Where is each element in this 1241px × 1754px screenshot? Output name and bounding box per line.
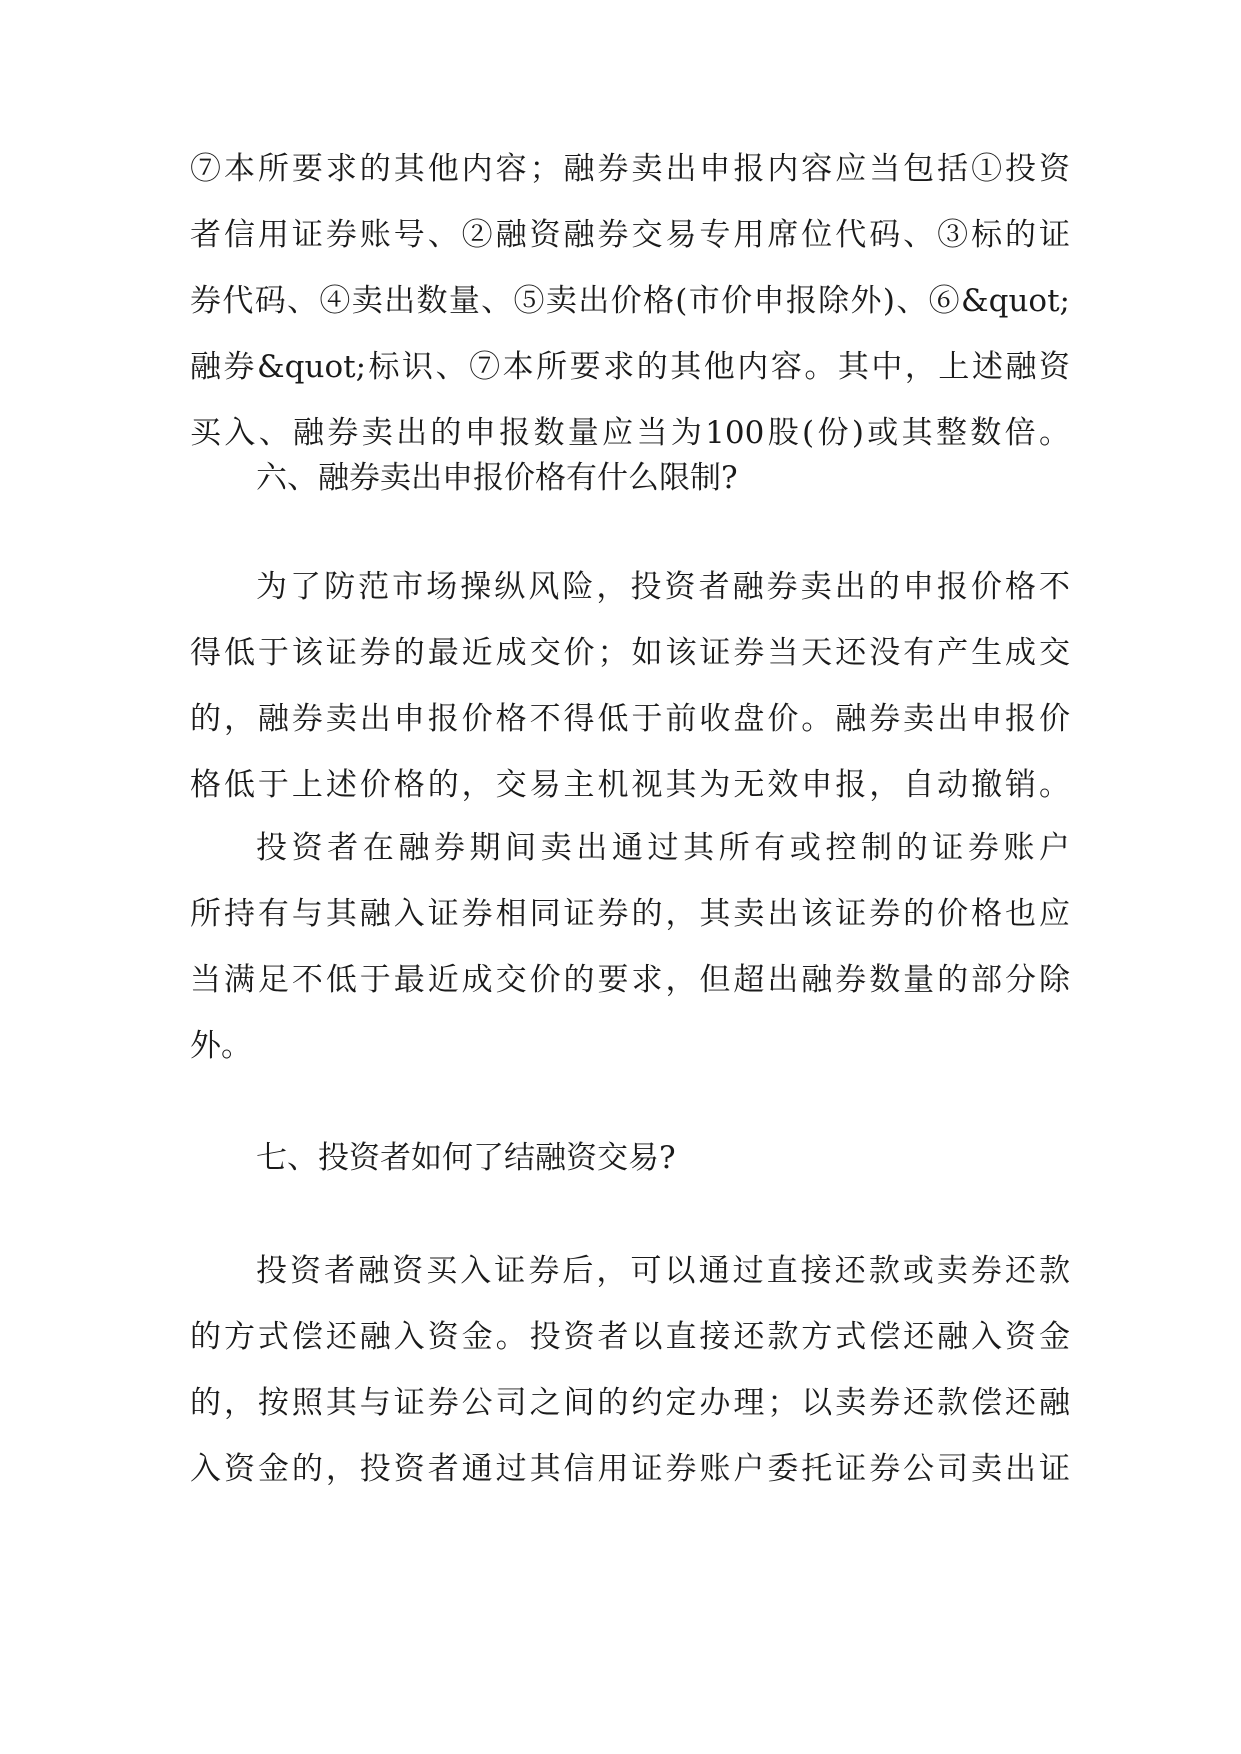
text-line: 投资者在融券期间卖出通过其所有或控制的证券账户 (256, 830, 1070, 866)
paragraph-price-limit (190, 554, 1070, 818)
heading-text: 七、投资者如何了结融资交易? (256, 1140, 676, 1176)
text-line: 投资者融资买入证券后，可以通过直接还款或卖券还款 (256, 1253, 1070, 1289)
text-line: 的，按照其与证券公司之间的约定办理；以卖券还款偿还融 (190, 1385, 1070, 1421)
text-line: 格低于上述价格的，交易主机视其为无效申报，自动撤销。 (190, 767, 1070, 803)
paragraph-own-account (190, 815, 1070, 1079)
text-line: 的，融券卖出申报价格不得低于前收盘价。融券卖出申报价 (190, 701, 1070, 737)
paragraph-close-financing (190, 1238, 1070, 1502)
text-line: 当满足不低于最近成交价的要求，但超出融券数量的部分除 (190, 962, 1070, 998)
text-line: 融券&quot;标识、⑦本所要求的其他内容。其中，上述融资 (190, 349, 1070, 385)
heading-text: 六、融券卖出申报价格有什么限制? (256, 460, 738, 496)
section-heading-seven (190, 1125, 1070, 1191)
paragraph-requirements-continued (190, 136, 1070, 466)
text-line: 券代码、④卖出数量、⑤卖出价格(市价申报除外)、⑥&quot; (190, 283, 1070, 319)
text-line: 的方式偿还融入资金。投资者以直接还款方式偿还融入资金 (190, 1319, 1070, 1355)
text-line: 者信用证券账号、②融资融券交易专用席位代码、③标的证 (190, 217, 1070, 253)
text-line: 买入、融券卖出的申报数量应当为100股(份)或其整数倍。 (190, 415, 1070, 451)
text-line: 入资金的，投资者通过其信用证券账户委托证券公司卖出证 (190, 1451, 1070, 1487)
text-line: ⑦本所要求的其他内容；融券卖出申报内容应当包括①投资 (190, 151, 1070, 187)
section-heading-six (190, 445, 1070, 511)
text-line: 为了防范市场操纵风险，投资者融券卖出的申报价格不 (256, 569, 1070, 605)
text-line: 得低于该证券的最近成交价；如该证券当天还没有产生成交 (190, 635, 1070, 671)
text-line: 外。 (190, 1028, 252, 1064)
text-line: 所持有与其融入证券相同证券的，其卖出该证券的价格也应 (190, 896, 1070, 932)
